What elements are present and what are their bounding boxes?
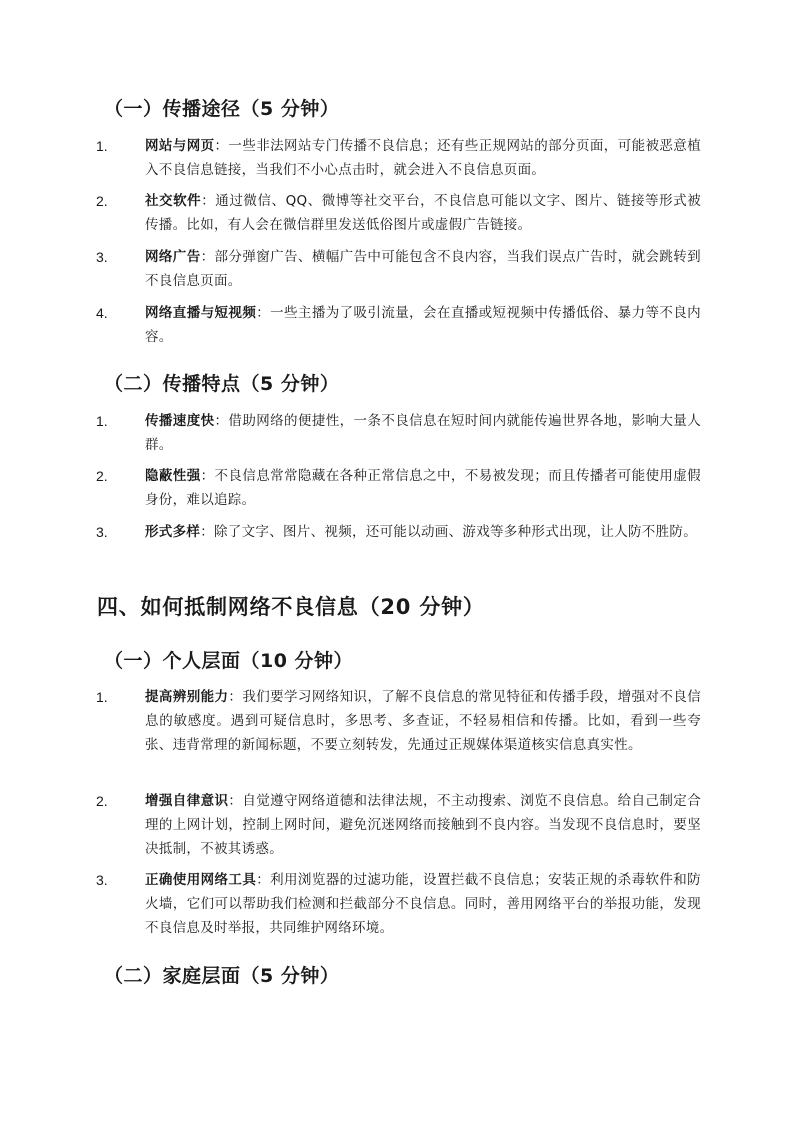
list-number: 3. <box>96 524 108 540</box>
list-item-text: ：我们要学习网络知识，了解不良信息的常见特征和传播手段，增强对不良信息的敏感度。遇到可疑信息时，多思考、多查证，不轻易相信和传播。比如，看到一些夸张、违背常理的新闻标题，不要立刻转发，先通过正规媒体渠道核实信息真实性。 <box>145 689 701 753</box>
list-item-body <box>145 464 701 512</box>
chapter-heading-resist-harmful-info: 四、如何抵制网络不良信息（20 分钟） <box>97 595 485 619</box>
list-number: 4. <box>96 305 108 321</box>
list-item-text: ：除了文字、图片、视频，还可能以动画、游戏等多种形式出现，让人防不胜防。 <box>200 524 698 540</box>
list-item-body <box>145 789 701 861</box>
list-item-text: ：利用浏览器的过滤功能，设置拦截不良信息；安装正规的杀毒软件和防火墙，它们可以帮助我们检测和拦截部分不良信息。同时，善用网络平台的举报功能，发现不良信息及时举报，共同维护网络环境。 <box>145 872 701 936</box>
list-number: 1. <box>96 689 108 705</box>
list-item-body <box>145 134 701 182</box>
list-item-term: 传播速度快 <box>145 413 215 429</box>
list-number: 2. <box>96 793 108 809</box>
section-heading-spread-channels: （一）传播途径（5 分钟） <box>104 98 340 120</box>
list-item-body <box>145 685 701 757</box>
section-heading-personal-level: （一）个人层面（10 分钟） <box>104 650 354 672</box>
list-number: 2. <box>96 468 108 484</box>
list-item-text: ：不良信息常常隐藏在各种正常信息之中，不易被发现；而且传播者可能使用虚假身份，难以追踪。 <box>145 468 701 508</box>
list-item-text: ：部分弹窗广告、横幅广告中可能包含不良内容，当我们误点广告时，就会跳转到不良信息页面。 <box>145 249 701 289</box>
list-item-text: ：一些非法网站专门传播不良信息；还有些正规网站的部分页面，可能被恶意植入不良信息链接，当我们不小心点击时，就会进入不良信息页面。 <box>145 138 702 178</box>
list-item-text: ：借助网络的便捷性，一条不良信息在短时间内就能传遍世界各地，影响大量人群。 <box>145 413 702 453</box>
list-number: 1. <box>96 138 108 154</box>
list-item-term: 网站与网页 <box>145 138 215 154</box>
list-item-text: ：自觉遵守网络道德和法律法规，不主动搜索、浏览不良信息。给自己制定合理的上网计划，控制上网时间，避免沉迷网络而接触到不良内容。当发现不良信息时，要坚决抵制，不被其诱惑。 <box>145 793 701 857</box>
list-item-term: 形式多样 <box>145 524 201 540</box>
list-item-term: 提高辨别能力 <box>145 689 229 705</box>
list-item-term: 社交软件 <box>145 193 202 209</box>
list-number: 2. <box>96 193 108 209</box>
section-heading-spread-features: （二）传播特点（5 分钟） <box>104 373 340 395</box>
section-heading-family-level: （二）家庭层面（5 分钟） <box>104 965 340 987</box>
list-item-body <box>145 868 701 940</box>
list-item-body <box>145 409 701 457</box>
list-item-term: 正确使用网络工具 <box>145 872 257 888</box>
list-item-body <box>145 245 701 293</box>
list-item-text: ：通过微信、QQ、微博等社交平台，不良信息可能以文字、图片、链接等形式被传播。比如，有人会在微信群里发送低俗图片或虚假广告链接。 <box>145 193 701 233</box>
list-item-term: 网络直播与短视频 <box>145 305 257 321</box>
list-item-text: ：一些主播为了吸引流量，会在直播或短视频中传播低俗、暴力等不良内容。 <box>145 305 701 345</box>
list-item-body <box>145 301 701 349</box>
list-item-term: 网络广告 <box>145 249 201 265</box>
list-item-term: 隐蔽性强 <box>145 468 201 484</box>
list-item-body <box>145 520 701 544</box>
list-number: 1. <box>96 413 108 429</box>
list-number: 3. <box>96 872 108 888</box>
list-item-body <box>145 189 701 237</box>
list-item-term: 增强自律意识 <box>145 793 229 809</box>
list-number: 3. <box>96 249 108 265</box>
